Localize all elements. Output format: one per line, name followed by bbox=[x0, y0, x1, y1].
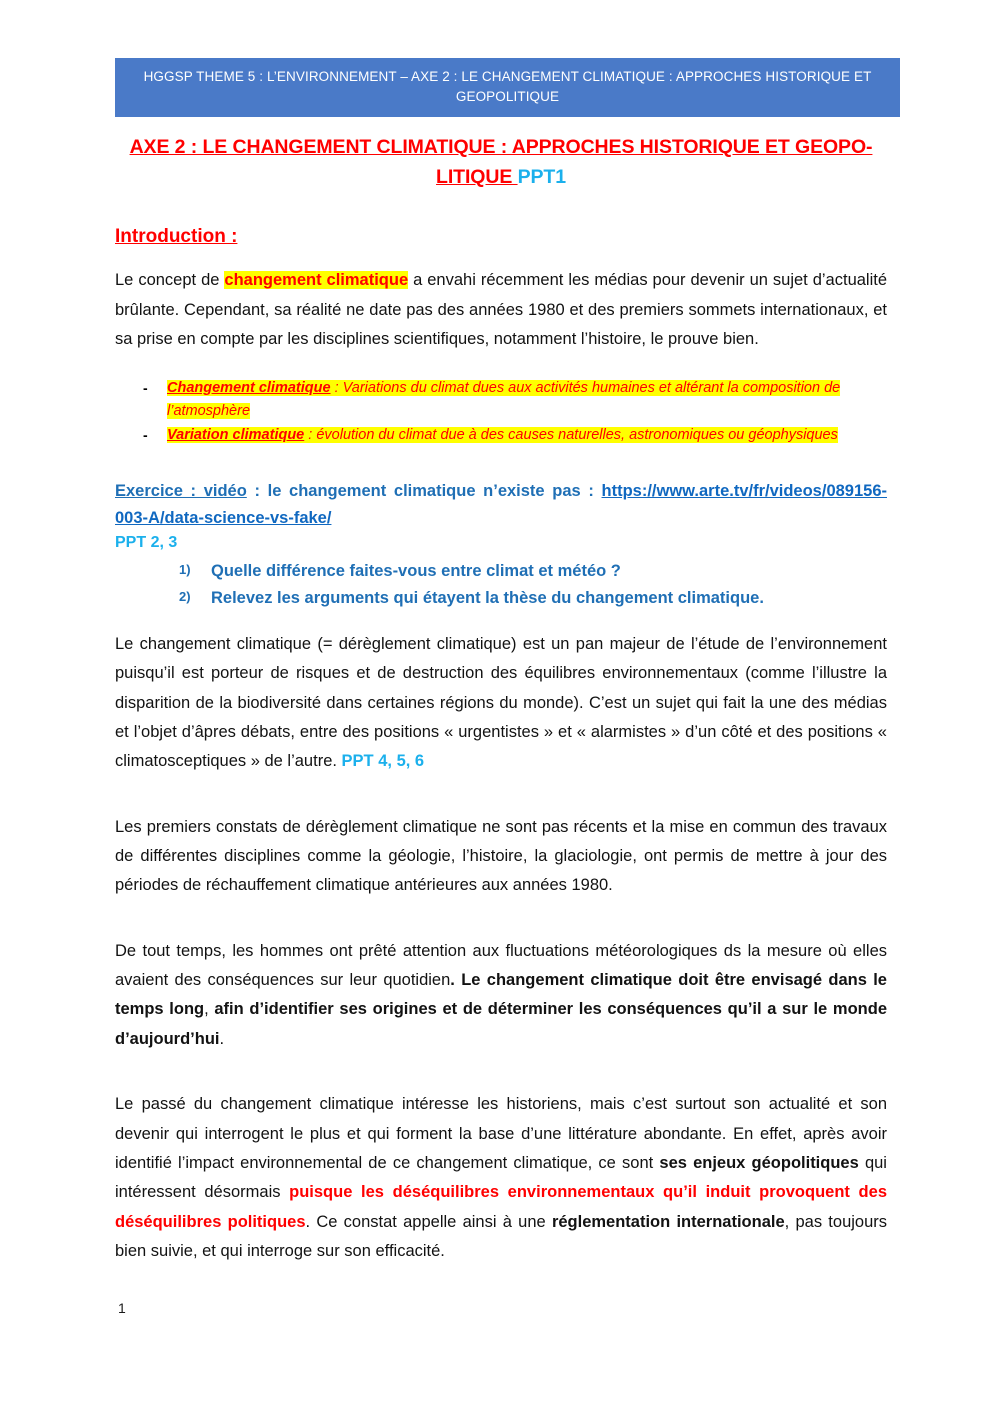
ppt-tag-exercise: PPT 2, 3 bbox=[115, 534, 178, 552]
paragraph-4-plain4: , pas toujours bien suivie, et qui interroge sur son efficacité. bbox=[115, 1212, 888, 1260]
definition-text: évolution du climat due à des causes naturelles, astronomiques ou géophysiques bbox=[316, 427, 838, 444]
exercise-video-link[interactable]: https://www.arte.tv/fr/videos/089156-003-A/data-science-vs-fake/ bbox=[115, 481, 887, 527]
paragraph-3-bold2: afin d’identifier ses origines et de déterminer les conséquences qu’il a sur le monde d’aujourd’hui bbox=[115, 1000, 887, 1048]
definition-item-changement-climatique bbox=[115, 377, 887, 424]
definition-term: Variation climatique bbox=[167, 427, 305, 444]
paragraph-3-plain1: De tout temps, les hommes ont prêté attention aux fluctuations météorologiques ds la mesure où elles avaient des conséquences sur leur quotidien bbox=[115, 941, 887, 990]
definition-separator: : bbox=[330, 379, 343, 396]
exercise-label: Exercice : vidéo bbox=[115, 481, 247, 500]
page-title-line1: AXE 2 : LE CHANGEMENT CLIMATIQUE : APPROCHES HISTORIQUE ET GEOPO- bbox=[129, 136, 873, 158]
definition-item-variation-climatique bbox=[115, 424, 887, 447]
page-number: 1 bbox=[118, 1300, 126, 1316]
header-banner-text: HGGSP THEME 5 : L’ENVIRONNEMENT – AXE 2 : LE CHANGEMENT CLIMATIQUE : APPROCHES HISTORIQUE ET GEOPOLITIQUE bbox=[143, 69, 872, 104]
paragraph-4-red-emphasis: puisque les déséquilibres environnementaux qu’il induit provoquent des déséquilibres politiques bbox=[115, 1183, 887, 1231]
paragraph-4-bold2: réglementation internationale bbox=[551, 1212, 785, 1231]
intro-text-after: a envahi récemment les médias pour devenir un sujet d’actualité brûlante. Cependant, sa réalité ne date pas des années 1980 et des premiers sommets internationaux, et sa prise en compte par les disciplines scientifiques, notamment l’histoire, le prouve bien. bbox=[115, 271, 888, 349]
paragraph-2-text: Les premiers constats de dérèglement climatique ne sont pas récents et la mise en commun des travaux de différentes disciplines comme la géologie, l’histoire, la glaciologie, ont permis de mettre à jour des périodes de réchauffement climatique antérieures aux années 1980. bbox=[115, 817, 887, 895]
introduction-heading: Introduction : bbox=[115, 226, 238, 248]
document-content bbox=[115, 132, 887, 1266]
intro-text-before: Le concept de bbox=[115, 271, 225, 290]
ppt-tag-paragraph-1: PPT 4, 5, 6 bbox=[341, 752, 425, 771]
definition-separator: : bbox=[304, 427, 317, 444]
definition-term: Changement climatique bbox=[167, 379, 331, 396]
paragraph-3-plain3: . bbox=[219, 1029, 225, 1048]
definitions-list bbox=[115, 377, 887, 448]
introduction-heading-wrap bbox=[115, 192, 887, 248]
highlighted-term-changement-climatique: changement climatique bbox=[224, 271, 409, 290]
exercise-label-tail: : le changement climatique n’existe pas : bbox=[246, 481, 602, 500]
introduction-paragraph bbox=[115, 266, 887, 354]
definition-text: Variations du climat dues aux activités humaines et altérant la composition de l’atmosphère bbox=[167, 379, 841, 419]
paragraph-4-plain1: Le passé du changement climatique intéresse les historiens, mais c’est surtout son actualité et son devenir qui interrogent le plus et qui forment la base d’une littérature abondante. En effet, après avoir identifié l’impact environnemental de ce changement climatique, ce sont bbox=[115, 1095, 887, 1172]
paragraph-de-tout-temps bbox=[115, 937, 887, 1054]
paragraph-3-bold1: . Le changement climatique doit être envisagé dans le temps long bbox=[115, 971, 887, 1019]
paragraph-4-plain3: . Ce constat appelle ainsi à une bbox=[305, 1212, 552, 1231]
bullet-dash-icon: - bbox=[143, 379, 148, 396]
paragraph-1-text: Le changement climatique (= dérèglement climatique) est un pan majeur de l’étude de l’environnement puisqu’il est porteur de risques et de destruction des équilibres environnementaux (comme l’illustre la disparition de la biodiversité dans certaines régions du monde). C’est un sujet qui fait la une des médias et l’objet d’âpres débats, entre des positions « urgentistes » et « alarmistes » d’un côté et des positions « climatosceptiques » de l’autre. bbox=[115, 634, 887, 771]
page-title-line2: LITIQUE bbox=[436, 166, 518, 189]
paragraph-4-plain2: qui intéressent désormais bbox=[115, 1153, 887, 1202]
bullet-dash-icon: - bbox=[143, 427, 148, 444]
ppt-tag-title: PPT1 bbox=[517, 166, 566, 189]
question-item: Relevez les arguments qui étayent la thèse du changement climatique. bbox=[211, 589, 764, 608]
paragraph-le-passe bbox=[115, 1090, 887, 1266]
paragraph-definition-enjeux bbox=[115, 630, 887, 777]
header-banner bbox=[115, 58, 900, 117]
exercise-questions-list bbox=[115, 558, 887, 611]
exercise-paragraph bbox=[115, 478, 887, 531]
question-item: Quelle différence faites-vous entre climat et météo ? bbox=[211, 562, 621, 581]
paragraph-premiers-constats bbox=[115, 813, 887, 901]
paragraph-4-bold1: ses enjeux géopolitiques bbox=[659, 1153, 859, 1172]
paragraph-3-plain2: , bbox=[204, 1000, 215, 1019]
page-title bbox=[115, 132, 887, 192]
